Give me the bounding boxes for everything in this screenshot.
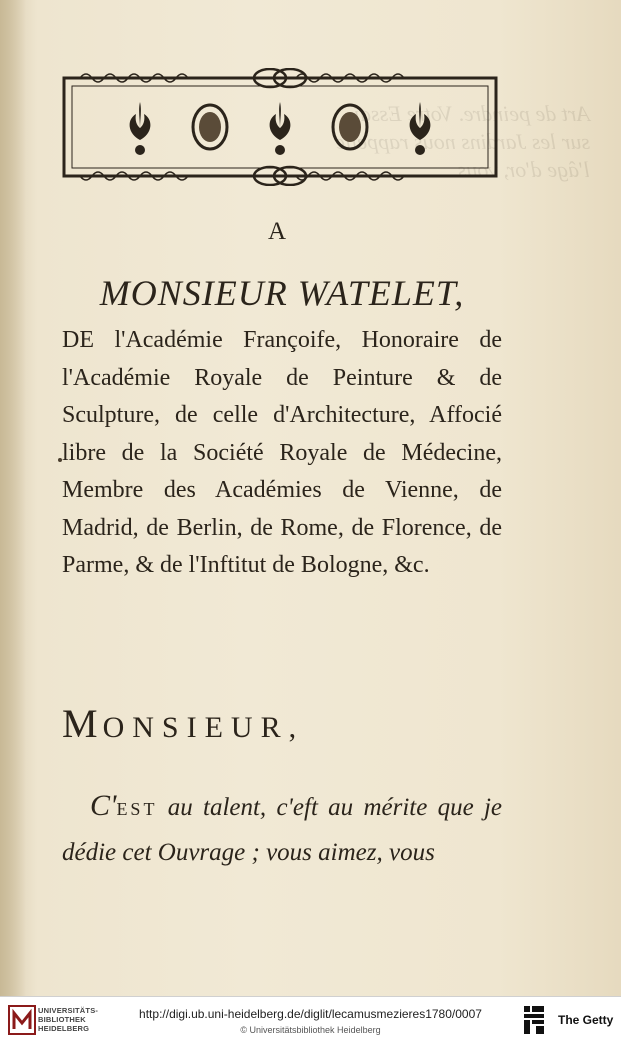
getty-logo: [522, 1004, 546, 1036]
salutation-initial: M: [62, 701, 103, 746]
cameo-icon: [193, 105, 227, 149]
body-initial: C': [90, 789, 117, 822]
permalink[interactable]: http://digi.ub.uni-heidelberg.de/diglit/lecamusmezieres1780/0007: [139, 1007, 482, 1021]
cameo-icon: [333, 105, 367, 149]
fleuron-icon: [410, 102, 431, 155]
show-through-text: Art de peindre. Votre Essai sur les Jardins nous rappelle l'âge d'or, vous: [335, 101, 590, 182]
salutation: [62, 700, 304, 747]
library-line-1: UNIVERSITÄTS-: [38, 1006, 99, 1015]
salutation-rest: ONSIEUR,: [102, 711, 305, 744]
body-small-caps: EST: [116, 799, 158, 819]
dedicatee-name: MONSIEUR WATELET,: [99, 273, 465, 313]
copyright: © Universitätsbibliothek Heidelberg: [240, 1025, 381, 1035]
library-line-2: BIBLIOTHEK: [38, 1015, 86, 1024]
page-fold-shadow: [0, 0, 26, 996]
dedication-text: DE l'Académie Françoife, Honoraire de l'Académie Royale de Peinture & de Sculpture, de celle d'Architecture, Affocié libre de la Société Royale de Médecine, Membre des Académies de Vienne, de Madrid, de Berlin, de Rome, de Florence, de Parme, & de l'Inftitut de Bologne, &c.: [62, 327, 502, 578]
body-text: au talent, c'eft au mérite que je dédie cet Ouvrage ; vous aimez, vous: [62, 794, 502, 866]
body-paragraph: [62, 784, 502, 875]
fleuron-icon: [270, 102, 291, 155]
partner-name: The Getty: [558, 1013, 614, 1027]
fleuron-icon: [130, 102, 151, 155]
dedicatee-titles: [62, 322, 502, 585]
heading-a: A: [267, 218, 289, 245]
ornament-band: [60, 68, 500, 186]
viewer-footer: [0, 996, 621, 1045]
library-line-3: HEIDELBERG: [38, 1024, 90, 1033]
